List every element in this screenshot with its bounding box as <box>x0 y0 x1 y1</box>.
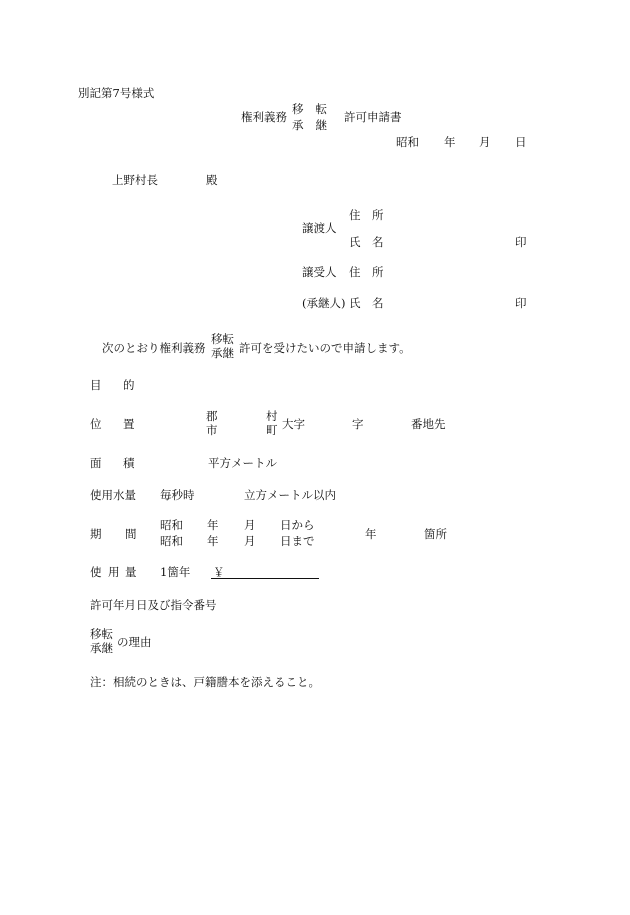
transferee-seal: 印 <box>515 296 527 310</box>
transferee-label: 譲受人 <box>302 265 337 279</box>
reason-bottom: 承継 <box>90 641 113 655</box>
machi-label: 町 <box>266 423 278 437</box>
purpose-label-b: 的 <box>123 378 135 392</box>
period-to: 日まで <box>280 534 315 548</box>
aza-label: 字 <box>352 417 364 431</box>
reason-suffix: の理由 <box>117 635 152 649</box>
permit-label: 許可年月日及び指令番号 <box>90 598 217 612</box>
period-era-1: 昭和 <box>160 518 183 532</box>
reason-stack <box>90 627 113 655</box>
title-char: 移 <box>292 102 304 116</box>
area-unit: 平方メートル <box>208 456 277 470</box>
addressee-name: 上野村長 <box>112 173 158 187</box>
shi-label: 市 <box>206 423 218 437</box>
date-year: 年 <box>444 135 456 149</box>
location-label-b: 置 <box>123 417 135 431</box>
fee-underline <box>211 578 319 579</box>
fee-term: 1箇年 <box>160 565 191 579</box>
period-year-1: 年 <box>207 518 219 532</box>
area-label-b: 積 <box>123 456 135 470</box>
date-era: 昭和 <box>396 135 419 149</box>
fee-label-a: 使 <box>90 565 102 579</box>
yen-sign: ￥ <box>213 565 225 579</box>
statement-prefix: 次のとおり権利義務 <box>102 341 206 355</box>
period-label-a: 期 <box>90 527 102 541</box>
date-day: 日 <box>515 135 527 149</box>
water-unit: 立方メートル以内 <box>244 488 336 502</box>
statement-top: 移転 <box>211 332 234 346</box>
addressee-honorific: 殿 <box>206 173 218 187</box>
transferor-label: 譲渡人 <box>302 221 337 235</box>
statement-stack <box>211 332 234 360</box>
transferee-address-a: 住 <box>349 265 361 279</box>
fee-label-b: 用 <box>108 565 120 579</box>
transferee-label-sub: (承継人) <box>302 296 346 310</box>
water-rate: 毎秒時 <box>160 488 195 502</box>
period-era-2: 昭和 <box>160 534 183 548</box>
transferor-address-a: 住 <box>349 208 361 222</box>
form-number: 別記第7号様式 <box>78 86 155 100</box>
title-char: 継 <box>315 118 327 132</box>
transferee-name-b: 名 <box>372 296 384 310</box>
footnote: 注：相続のときは、戸籍謄本を添えること。 <box>90 675 320 689</box>
gun-label: 郡 <box>206 409 218 423</box>
title-top-row <box>292 102 327 116</box>
oaza-label: 大字 <box>282 417 305 431</box>
title-char: 転 <box>315 102 327 116</box>
period-month-2: 月 <box>244 534 256 548</box>
title-suffix: 許可申請書 <box>344 110 402 124</box>
purpose-label-a: 目 <box>90 378 102 392</box>
period-from: 日から <box>280 518 315 532</box>
transferor-address-b: 所 <box>372 208 384 222</box>
mura-label: 村 <box>266 409 278 423</box>
statement-bottom: 承継 <box>211 346 234 360</box>
period-year-2: 年 <box>207 534 219 548</box>
banchi-label: 番地先 <box>411 417 446 431</box>
title-bottom-row <box>292 118 327 132</box>
transferor-name-a: 氏 <box>349 235 361 249</box>
fee-label-c: 量 <box>125 565 137 579</box>
reason-top: 移転 <box>90 627 113 641</box>
location-gun-shi <box>206 409 218 437</box>
statement-suffix: 許可を受けたいので申請します。 <box>239 341 411 355</box>
transferee-address-b: 所 <box>372 265 384 279</box>
transferor-name-b: 名 <box>372 235 384 249</box>
location-label-a: 位 <box>90 417 102 431</box>
period-years: 年 <box>365 527 377 541</box>
transferor-seal: 印 <box>515 235 527 249</box>
area-label-a: 面 <box>90 456 102 470</box>
location-mura-machi <box>266 409 278 437</box>
transferee-name-a: 氏 <box>349 296 361 310</box>
water-label: 使用水量 <box>90 488 136 502</box>
title-char: 承 <box>292 118 304 132</box>
title-prefix: 権利義務 <box>241 110 287 124</box>
period-month-1: 月 <box>244 518 256 532</box>
period-label-b: 間 <box>125 527 137 541</box>
date-month: 月 <box>479 135 491 149</box>
period-places: 箇所 <box>424 527 447 541</box>
